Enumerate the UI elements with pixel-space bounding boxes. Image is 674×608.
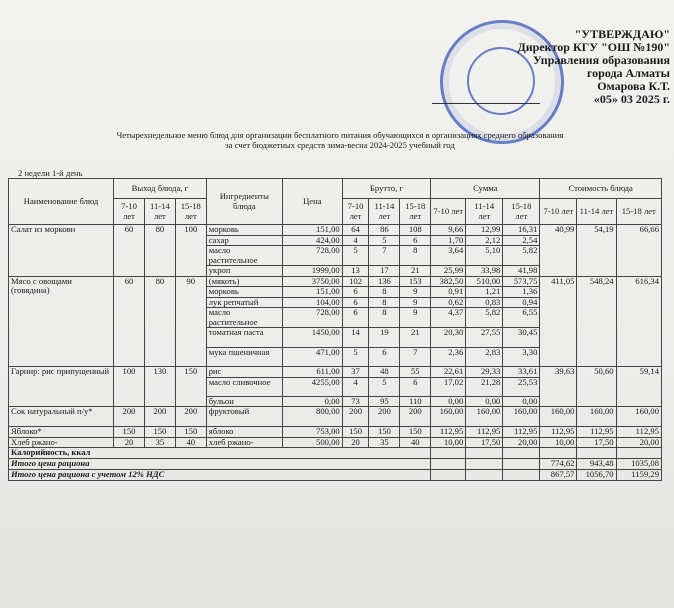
dish-cost: 411,05 — [540, 276, 577, 367]
dish-output: 200 — [144, 407, 175, 427]
age-header: 11-14 лет — [466, 199, 503, 225]
dish-output: 20 — [114, 437, 145, 448]
ingredient-price: 728,00 — [282, 308, 342, 328]
ingredient-sum: 0,83 — [466, 297, 503, 308]
ingredient-brutto: 200 — [342, 407, 369, 427]
ingredient-name: морковь — [206, 287, 282, 298]
ingredient-sum: 2,83 — [466, 348, 503, 367]
ingredient-sum: 25,53 — [503, 377, 540, 396]
ingredient-brutto: 9 — [400, 287, 431, 298]
ingredient-brutto: 5 — [342, 246, 369, 266]
ingredient-price: 471,00 — [282, 348, 342, 367]
ingredient-sum: 2,12 — [466, 235, 503, 246]
ingredient-price: 753,00 — [282, 427, 342, 438]
ingredient-brutto: 200 — [400, 407, 431, 427]
ingredient-price: 4255,00 — [282, 377, 342, 396]
ingredient-name: фруктовый — [206, 407, 282, 427]
dish-output: 100 — [114, 367, 145, 407]
ingredient-sum: 510,00 — [466, 276, 503, 287]
ingredient-brutto: 19 — [369, 328, 400, 348]
age-header: 7-10 лет — [540, 199, 577, 225]
header-price: Цена — [282, 179, 342, 225]
dish-output: 150 — [175, 367, 206, 407]
dish-cost: 40,99 — [540, 225, 577, 277]
ingredient-brutto: 9 — [400, 308, 431, 328]
dish-output: 40 — [175, 437, 206, 448]
ingredient-name: масло сливочное — [206, 377, 282, 396]
ingredient-brutto: 136 — [369, 276, 400, 287]
ingredient-brutto: 6 — [400, 377, 431, 396]
total-value: 943,48 — [577, 459, 616, 470]
ingredient-name: яблоко — [206, 427, 282, 438]
ingredient-price: 0,00 — [282, 396, 342, 407]
ingredient-brutto: 7 — [400, 348, 431, 367]
ingredient-sum: 0,00 — [431, 396, 466, 407]
ingredient-sum: 382,50 — [431, 276, 466, 287]
ingredient-sum: 160,00 — [503, 407, 540, 427]
ingredient-sum: 0,94 — [503, 297, 540, 308]
ingredient-sum: 5,82 — [503, 246, 540, 266]
ingredient-brutto: 6 — [342, 297, 369, 308]
dish-cost: 548,24 — [577, 276, 616, 367]
ingredient-brutto: 7 — [369, 246, 400, 266]
total-vat-value: 1159,29 — [616, 470, 661, 481]
ingredient-sum: 0,62 — [431, 297, 466, 308]
ingredient-name: рис — [206, 367, 282, 378]
ingredient-brutto: 8 — [400, 246, 431, 266]
ingredient-sum: 1,21 — [466, 287, 503, 298]
dish-output: 150 — [144, 427, 175, 438]
table-row — [9, 407, 662, 427]
dish-output: 100 — [175, 225, 206, 277]
ingredient-price: 611,00 — [282, 367, 342, 378]
ingredient-price: 500,00 — [282, 437, 342, 448]
ingredient-brutto: 40 — [400, 437, 431, 448]
ingredient-sum: 160,00 — [431, 407, 466, 427]
ingredient-sum: 33,61 — [503, 367, 540, 378]
table-row — [9, 276, 662, 287]
document-title — [60, 130, 620, 150]
header-output: Выход блюда, г — [114, 179, 207, 199]
calories-label: Калорийность, ккал — [9, 448, 431, 459]
menu-table — [8, 178, 662, 481]
ingredient-sum: 1,36 — [503, 287, 540, 298]
total-vat-value: 1056,70 — [577, 470, 616, 481]
ingredient-sum: 573,75 — [503, 276, 540, 287]
ingredient-price: 424,00 — [282, 235, 342, 246]
dish-cost: 10,00 — [540, 437, 577, 448]
age-header: 11-14 лет — [144, 199, 175, 225]
ingredient-brutto: 37 — [342, 367, 369, 378]
age-header: 15-18 лет — [400, 199, 431, 225]
ingredient-sum: 3,64 — [431, 246, 466, 266]
ingredient-brutto: 21 — [400, 266, 431, 277]
ingredient-brutto: 153 — [400, 276, 431, 287]
ingredient-brutto: 8 — [369, 297, 400, 308]
ingredient-name: хлеб ржано- — [206, 437, 282, 448]
dish-output: 200 — [175, 407, 206, 427]
approval-date: «05» 03 2025 г. — [593, 92, 670, 106]
title-line-2: за счет бюджетных средств зима-весна 2024-2025 учебный год — [225, 140, 455, 150]
age-header: 7-10 лет — [342, 199, 369, 225]
approval-block — [470, 28, 670, 106]
ingredient-sum: 3,30 — [503, 348, 540, 367]
ingredient-brutto: 150 — [369, 427, 400, 438]
ingredient-name: масло растительное — [206, 308, 282, 328]
dish-output: 60 — [114, 276, 145, 367]
ingredient-brutto: 21 — [400, 328, 431, 348]
dish-cost: 616,34 — [616, 276, 661, 367]
dish-cost: 54,19 — [577, 225, 616, 277]
dish-output: 80 — [144, 276, 175, 367]
header-ingredients: Ингредиенты блюда — [206, 179, 282, 225]
ingredient-sum: 30,45 — [503, 328, 540, 348]
dish-name: Яблоко* — [9, 427, 114, 438]
ingredient-price: 104,00 — [282, 297, 342, 308]
table-row — [9, 225, 662, 236]
age-header: 15-18 лет — [175, 199, 206, 225]
ingredient-sum: 21,28 — [466, 377, 503, 396]
dish-output: 60 — [114, 225, 145, 277]
signature-line — [432, 103, 540, 104]
ingredient-sum: 27,55 — [466, 328, 503, 348]
age-header: 7-10 лет — [114, 199, 145, 225]
ingredient-sum: 112,95 — [431, 427, 466, 438]
ingredient-brutto: 5 — [369, 377, 400, 396]
age-header: 7-10 лет — [431, 199, 466, 225]
ingredient-brutto: 86 — [369, 225, 400, 236]
dish-cost: 160,00 — [577, 407, 616, 427]
ingredient-brutto: 200 — [369, 407, 400, 427]
ingredient-brutto: 8 — [369, 287, 400, 298]
ingredient-brutto: 95 — [369, 396, 400, 407]
ingredient-brutto: 4 — [342, 235, 369, 246]
ingredient-name: укроп — [206, 266, 282, 277]
ingredient-price: 1999,00 — [282, 266, 342, 277]
dish-output: 150 — [114, 427, 145, 438]
ingredient-sum: 17,50 — [466, 437, 503, 448]
ingredient-sum: 0,00 — [466, 396, 503, 407]
ingredient-brutto: 35 — [369, 437, 400, 448]
dish-cost: 112,95 — [616, 427, 661, 438]
ingredient-sum: 22,61 — [431, 367, 466, 378]
total-value: 1035,08 — [616, 459, 661, 470]
dish-cost: 112,95 — [577, 427, 616, 438]
ingredient-sum: 10,00 — [431, 437, 466, 448]
dish-output: 130 — [144, 367, 175, 407]
ingredient-name: бульон — [206, 396, 282, 407]
dish-output: 80 — [144, 225, 175, 277]
ingredient-sum: 0,00 — [503, 396, 540, 407]
ingredient-sum: 9,66 — [431, 225, 466, 236]
date-month: 03 — [620, 92, 633, 106]
ingredient-brutto: 6 — [342, 308, 369, 328]
ingredient-name: (мякоть) — [206, 276, 282, 287]
ingredient-brutto: 13 — [342, 266, 369, 277]
dish-cost: 39,63 — [540, 367, 577, 407]
ingredient-name: томатная паста — [206, 328, 282, 348]
ingredient-brutto: 17 — [369, 266, 400, 277]
ingredient-brutto: 150 — [400, 427, 431, 438]
ingredient-sum: 16,31 — [503, 225, 540, 236]
ingredient-sum: 33,98 — [466, 266, 503, 277]
ingredient-sum: 29,33 — [466, 367, 503, 378]
date-year: 2025 г. — [635, 92, 670, 106]
dish-name: Хлеб ржано- — [9, 437, 114, 448]
dish-cost: 160,00 — [540, 407, 577, 427]
approval-title: "УТВЕРЖДАЮ" — [574, 27, 670, 41]
ingredient-price: 1450,00 — [282, 328, 342, 348]
ingredient-brutto: 102 — [342, 276, 369, 287]
table-row — [9, 367, 662, 378]
ingredient-sum: 2,54 — [503, 235, 540, 246]
ingredient-brutto: 5 — [369, 235, 400, 246]
ingredient-sum: 6,55 — [503, 308, 540, 328]
ingredient-sum: 0,91 — [431, 287, 466, 298]
dish-name: Мясо с овощами (говядина) — [9, 276, 114, 367]
approval-director: Директор КГУ "ОШ №190" — [517, 40, 670, 54]
dish-name: Гарнир: рис припущенный — [9, 367, 114, 407]
ingredient-brutto: 4 — [342, 377, 369, 396]
dish-cost: 20,00 — [616, 437, 661, 448]
ingredient-brutto: 14 — [342, 328, 369, 348]
dish-output: 35 — [144, 437, 175, 448]
header-brutto: Брутто, г — [342, 179, 431, 199]
ingredient-brutto: 64 — [342, 225, 369, 236]
dish-cost: 50,60 — [577, 367, 616, 407]
ingredient-brutto: 6 — [342, 287, 369, 298]
age-header: 15-18 лет — [503, 199, 540, 225]
header-sum: Сумма — [431, 179, 540, 199]
table-row — [9, 427, 662, 438]
age-header: 11-14 лет — [577, 199, 616, 225]
dish-cost: 17,50 — [577, 437, 616, 448]
ingredient-name: масло растительное — [206, 246, 282, 266]
date-day: 05 — [599, 92, 612, 106]
ingredient-sum: 12,99 — [466, 225, 503, 236]
ingredient-sum: 160,00 — [466, 407, 503, 427]
ingredient-sum: 17,02 — [431, 377, 466, 396]
approval-person: Омарова К.Т. — [597, 79, 670, 93]
ingredient-brutto: 20 — [342, 437, 369, 448]
ingredient-brutto: 8 — [369, 308, 400, 328]
total-vat-label: Итого цена рациона с учетом 12% НДС — [9, 470, 431, 481]
dish-name: Сок натуральный п/у* — [9, 407, 114, 427]
ingredient-brutto: 150 — [342, 427, 369, 438]
ingredient-brutto: 48 — [369, 367, 400, 378]
ingredient-brutto: 6 — [369, 348, 400, 367]
ingredient-name: лук репчатый — [206, 297, 282, 308]
ingredient-sum: 112,95 — [503, 427, 540, 438]
ingredient-price: 800,00 — [282, 407, 342, 427]
dish-output: 200 — [114, 407, 145, 427]
ingredient-sum: 20,30 — [431, 328, 466, 348]
age-header: 15-18 лет — [616, 199, 661, 225]
ingredient-sum: 5,82 — [466, 308, 503, 328]
approval-department: Управления образования — [532, 53, 670, 67]
dish-name: Салат из морковн — [9, 225, 114, 277]
dish-output: 90 — [175, 276, 206, 367]
ingredient-sum: 20,00 — [503, 437, 540, 448]
ingredient-price: 3750,00 — [282, 276, 342, 287]
ingredient-sum: 1,70 — [431, 235, 466, 246]
ingredient-name: мука пшеничная — [206, 348, 282, 367]
dish-cost: 160,00 — [616, 407, 661, 427]
dish-cost: 112,95 — [540, 427, 577, 438]
header-name: Наименование блюд — [9, 179, 114, 225]
age-header: 11-14 лет — [369, 199, 400, 225]
total-label: Итого цена рациона — [9, 459, 431, 470]
ingredient-price: 151,00 — [282, 287, 342, 298]
ingredient-name: сахар — [206, 235, 282, 246]
ingredient-sum: 5,10 — [466, 246, 503, 266]
ingredient-price: 151,00 — [282, 225, 342, 236]
ingredient-sum: 112,95 — [466, 427, 503, 438]
ingredient-brutto: 110 — [400, 396, 431, 407]
total-vat-value: 867,57 — [540, 470, 577, 481]
ingredient-brutto: 6 — [400, 235, 431, 246]
ingredient-brutto: 55 — [400, 367, 431, 378]
ingredient-brutto: 5 — [342, 348, 369, 367]
ingredient-sum: 4,37 — [431, 308, 466, 328]
dish-cost: 59,14 — [616, 367, 661, 407]
week-day-label: 2 недели 1-й день — [18, 168, 83, 178]
ingredient-brutto: 73 — [342, 396, 369, 407]
ingredient-price: 728,00 — [282, 246, 342, 266]
dish-cost: 66,66 — [616, 225, 661, 277]
dish-output: 150 — [175, 427, 206, 438]
header-cost: Стоимость блюда — [540, 179, 662, 199]
total-value: 774,62 — [540, 459, 577, 470]
ingredient-sum: 41,98 — [503, 266, 540, 277]
ingredient-brutto: 9 — [400, 297, 431, 308]
ingredient-brutto: 108 — [400, 225, 431, 236]
approval-city: города Алматы — [587, 66, 670, 80]
table-row — [9, 437, 662, 448]
ingredient-sum: 25,99 — [431, 266, 466, 277]
ingredient-name: морковь — [206, 225, 282, 236]
title-line-1: Четырехнедельное меню блюд для организации бесплатного питания обучающихся в организациях среднего образования — [116, 130, 564, 140]
ingredient-sum: 2,36 — [431, 348, 466, 367]
